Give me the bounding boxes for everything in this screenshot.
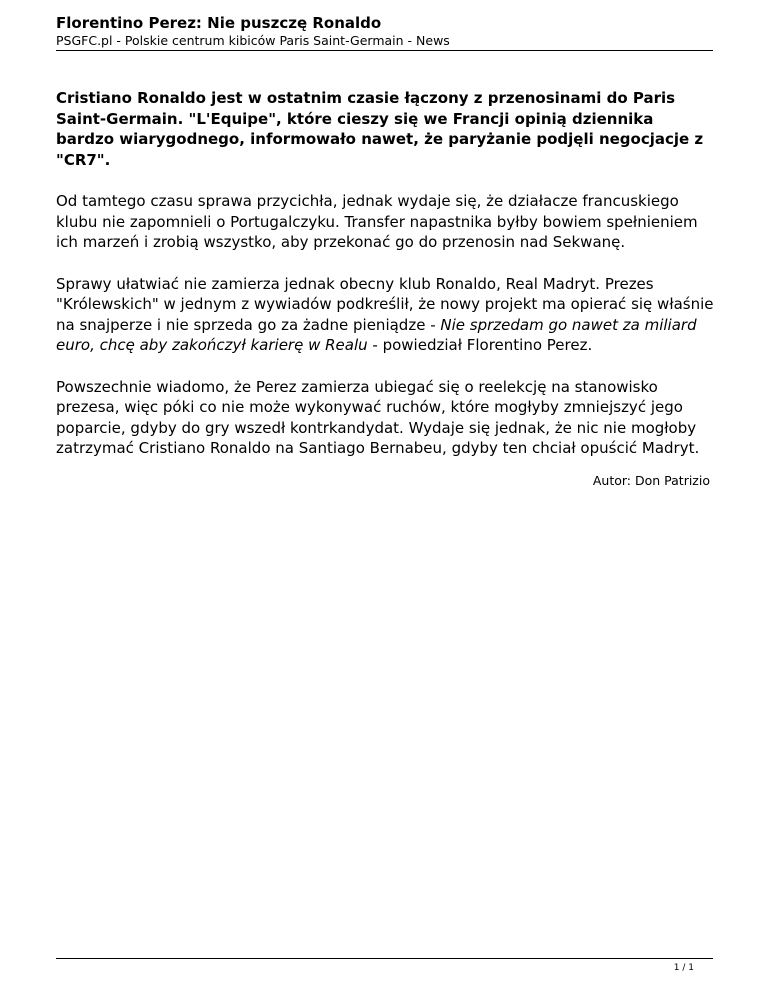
article-body [56,88,716,480]
document-title: Florentino Perez: Nie puszczę Ronaldo [56,14,382,32]
article-paragraph-3: Powszechnie wiadomo, że Perez zamierza ubiegać się o reelekcję na stanowisko prezesa, więc póki co nie może wykonywać ruchów, które mogłyby zmniejszyć jego poparcie, gdyby do gry wszedł kontrkandydat. Wydaje się jednak, że nic nie mogłoby zatrzymać Cristiano Ronaldo na Santiago Bernabeu, gdyby ten chciał opuścić Madryt. [56,377,700,457]
article-author: Autor: Don Patrizio [592,473,710,488]
document-source: PSGFC.pl - Polskie centrum kibiców Paris Saint-Germain - News [56,33,450,48]
paragraph-2-text-end: - powiedział Florentino Perez. [367,336,593,354]
page-number: 1 / 1 [673,963,694,973]
paragraph-2-text-start: Sprawy ułatwiać nie zamierza jednak obecny klub Ronaldo, Real Madryt. Prezes "Królewskich" w jednym z wywiadów podkreślił, że nowy projekt ma opierać się właśnie na snajperze i nie sprzeda go za żadne pieniądze - [56,274,714,334]
footer-divider [56,958,713,959]
perez-quote: Nie sprzedam go nawet za miliard euro, chcę aby zakończył karierę w Realu [56,315,697,354]
article-paragraph-2 [56,274,716,356]
page-header [56,14,713,49]
article-paragraph-1: Od tamtego czasu sprawa przycichła, jednak wydaje się, że działacze francuskiego klubu nie zapomnieli o Portugalczyku. Transfer napastnika byłby bowiem spełnieniem ich marzeń i zrobią wszystko, aby przekonać go do przenosin nad Sekwanę. [56,192,698,251]
article-lead: Cristiano Ronaldo jest w ostatnim czasie łączony z przenosinami do Paris Saint-Germain. "L'Equipe", które cieszy się we Francji opinią dziennika bardzo wiarygodnego, informowało nawet, że paryżanie podjęli negocjacje z "CR7". [56,89,704,169]
header-divider [56,50,713,51]
